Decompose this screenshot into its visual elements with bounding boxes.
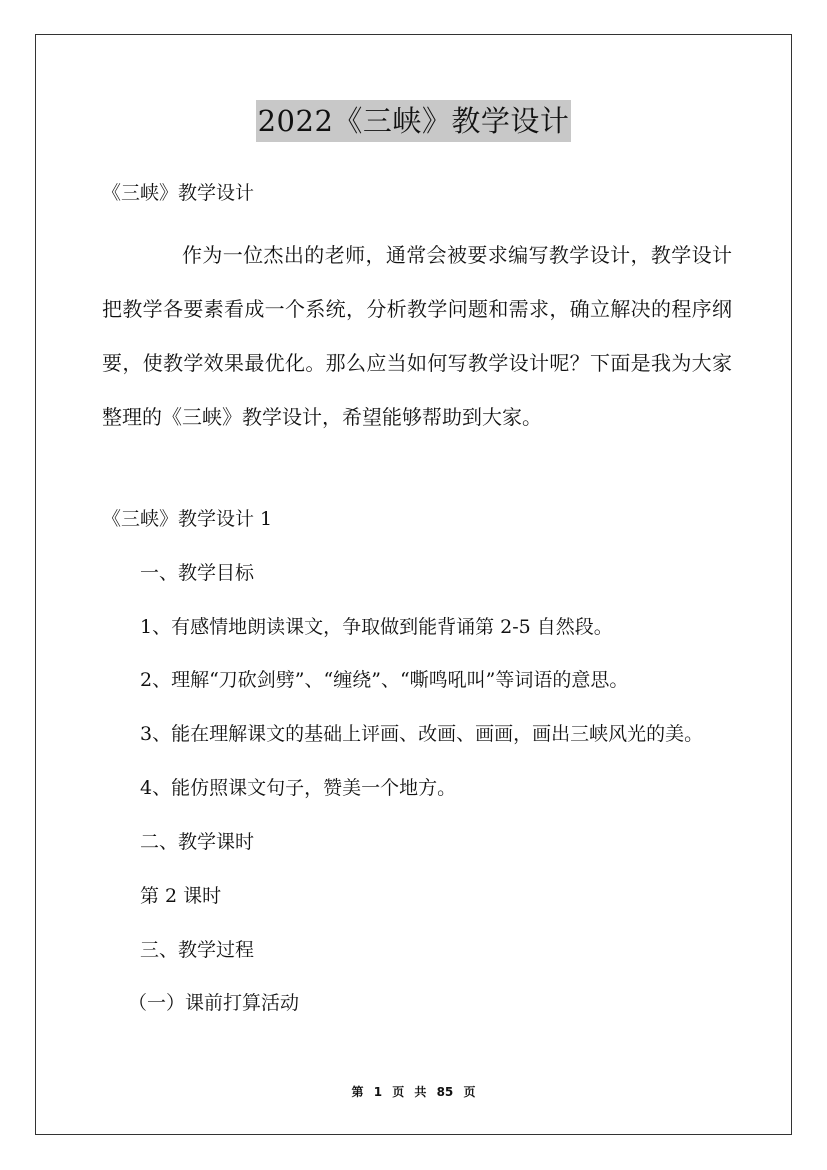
pre-class-activity[interactable]: （一）课前打算活动	[128, 992, 300, 1014]
intro-paragraph[interactable]: 作为一位杰出的老师，通常会被要求编写教学设计，教学设计把教学各要素看成一个系统，分析教学问题和需求，确立解决的程序纲要，使教学效果最优化。那么应当如何写教学设计呢？下面是我为大家整理的《三峡》教学设计，希望能够帮助到大家。	[102, 243, 732, 429]
goal-item-3[interactable]: 3、能在理解课文的基础上评画、改画、画画，画出三峡风光的美。	[140, 723, 704, 745]
teaching-hours-value[interactable]: 第 2 课时	[140, 885, 222, 907]
intro-paragraph-wrap	[102, 228, 732, 444]
goal-item-1[interactable]: 1、有感情地朗读课文，争取做到能背诵第 2-5 自然段。	[140, 616, 613, 638]
heading-teaching-process[interactable]: 三、教学过程	[140, 939, 255, 961]
title-wrap	[0, 100, 827, 142]
document-title[interactable]: 2022《三峡》教学设计	[256, 100, 572, 142]
goal-item-2[interactable]: 2、理解“刀砍剑劈”、“缠绕”、“嘶鸣吼叫”等词语的意思。	[140, 669, 629, 691]
heading-teaching-hours[interactable]: 二、教学课时	[140, 831, 255, 853]
goal-item-4[interactable]: 4、能仿照课文句子，赞美一个地方。	[140, 777, 457, 799]
heading-teaching-goals[interactable]: 一、教学目标	[140, 562, 255, 584]
section-title[interactable]: 《三峡》教学设计 1	[102, 508, 273, 530]
document-subtitle[interactable]: 《三峡》教学设计	[102, 182, 255, 204]
page-number-footer: 第 1 页 共 85 页	[351, 1085, 476, 1099]
